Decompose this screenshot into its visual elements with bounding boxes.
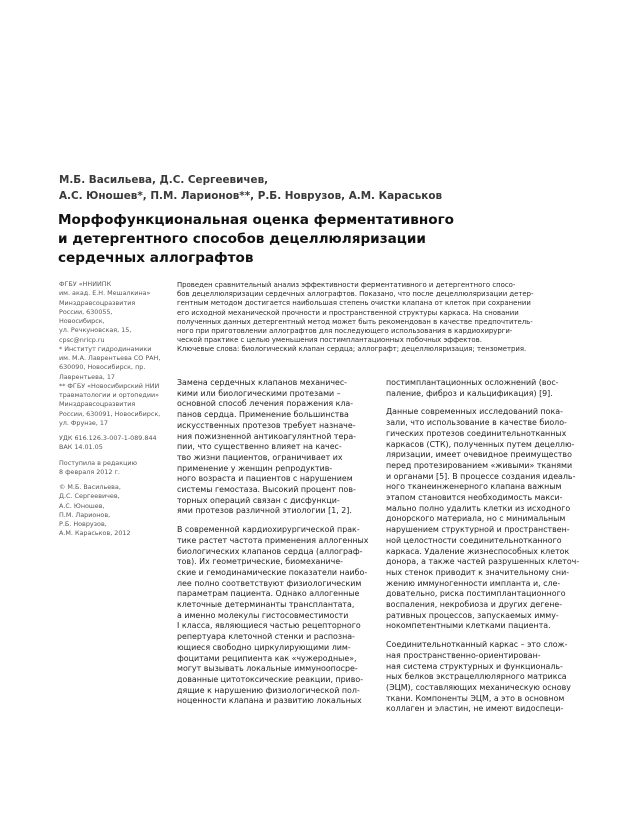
affiliations bbox=[59, 280, 179, 428]
text-line: биологических клапанов сердца (аллограф- bbox=[177, 546, 363, 556]
affiliation-line: Новосибирск, bbox=[59, 317, 105, 325]
abstract-line: бов децеллюляризации сердечных аллографтов. Показано, что после децеллюляризации детер- bbox=[177, 290, 534, 299]
abstract bbox=[177, 281, 597, 355]
text-line: I класса, являющиеся частью рецепторного bbox=[177, 621, 361, 631]
text-line: параметрам пациента. Однако аллогенные bbox=[177, 589, 360, 599]
text-line: дованные цитотоксические реакции, приво- bbox=[177, 674, 364, 684]
text-line: тов). Их геометрические, биомеханиче- bbox=[177, 557, 344, 567]
text-line: дящие к нарушению физиологической пол- bbox=[177, 685, 360, 695]
text-line: ных стенок приводит к значительному сни- bbox=[386, 567, 570, 577]
text-line: ративных процессов, запускаемых имму- bbox=[386, 610, 559, 620]
text-line: паление, фиброз и кальцификация) [9]. bbox=[386, 388, 553, 398]
affiliation-line: Минздравсоцразвития bbox=[59, 298, 136, 307]
text-line: ями протезов различной этиологии [1, 2]. bbox=[177, 506, 352, 516]
copyright-line: П.М. Ларионов, bbox=[59, 510, 111, 519]
copyright-line: А.С. Юношев, bbox=[59, 501, 105, 510]
text-line: каркаса. Удаление жизнеспособных клеток bbox=[386, 546, 570, 556]
received-date bbox=[59, 459, 179, 478]
text-line: клеточные детерминанты трансплантата, bbox=[177, 600, 355, 610]
text-line: ноценности клапана и развитию локальных bbox=[177, 696, 362, 706]
text-line: Соединительнотканный каркас – это слож- bbox=[386, 640, 568, 650]
text-line: ного тканеинженерного клапана важным bbox=[386, 482, 562, 492]
received-line: 8 февраля 2012 г. bbox=[59, 467, 120, 476]
title-line: и детергентного способов децеллюляризации bbox=[58, 231, 426, 247]
affiliation-line: травматологии и ортопедии» bbox=[59, 391, 160, 399]
affiliation-line: Минздравсоцразвития bbox=[59, 400, 136, 409]
text-line: пии, что существенно влияет на качес- bbox=[177, 442, 342, 452]
text-line: нарушением структурной и пространствен- bbox=[386, 525, 570, 535]
text-line: кими или биологическими протезами – bbox=[177, 388, 341, 398]
text-line: ная система структурных и функциональ- bbox=[386, 661, 563, 671]
text-line: перед протезированием «живыми» тканями bbox=[386, 460, 573, 470]
text-line: репертуара клеточной стенки и распозна- bbox=[177, 632, 355, 642]
text-line: нокомпетентными клетками пациента. bbox=[386, 621, 551, 631]
affiliation-line: им. М.А. Лаврентьева СО РАН, bbox=[59, 354, 161, 362]
title-line: сердечных аллографтов bbox=[58, 250, 254, 266]
text-line: зали, что использование в качестве биоло- bbox=[386, 418, 567, 428]
text-line: и органами [5]. В процессе создания идеаль- bbox=[386, 471, 576, 481]
copyright-line: А.М. Караськов, 2012 bbox=[59, 529, 131, 538]
text-line: мально полно удалить клетки из исходного bbox=[386, 503, 571, 513]
text-line: основной способ лечения поражения кла- bbox=[177, 399, 354, 409]
text-line: ного возраста и пациентов с нарушением bbox=[177, 474, 353, 484]
paragraph bbox=[177, 525, 377, 707]
abstract-line: Проведен сравнительный анализ эффективности ферментативного и детергентного спосо- bbox=[177, 281, 516, 289]
affiliation-line: * Институт гидродинамики bbox=[59, 344, 152, 353]
text-line: применение у женщин репродуктив- bbox=[177, 463, 333, 473]
abstract-line: ного при приготовлении аллографтов для последующего использования в кардиохирурги- bbox=[177, 327, 513, 336]
affiliation-line: Лаврентьева, 17 bbox=[59, 372, 115, 381]
sidebar-metadata bbox=[59, 280, 179, 539]
text-line: ных белков экстрацеллюлярного матрикса bbox=[386, 672, 567, 682]
copyright-line: © М.Б. Васильева, bbox=[59, 483, 121, 491]
paragraph bbox=[177, 378, 377, 517]
text-line: лее полно соответствуют физиологическим bbox=[177, 578, 362, 588]
authors-line: М.Б. Васильева, Д.С. Сергеевичев, bbox=[59, 174, 269, 186]
text-line: постимплантационных осложнений (вос- bbox=[386, 378, 559, 387]
affiliation-line: России, 630091, Новосибирск, bbox=[59, 409, 161, 418]
text-line: коллаген и эластин, не имеют видоспеци- bbox=[386, 704, 564, 714]
paragraph bbox=[386, 407, 586, 632]
received-line: Поступила в редакцию bbox=[59, 458, 137, 467]
text-line: (ЭЦМ), составляющих механическую основу bbox=[386, 682, 571, 692]
affiliation-line: 630090, Новосибирск, пр. bbox=[59, 363, 146, 372]
affiliation-line: России, 630055, bbox=[59, 307, 113, 316]
text-line: довательно, риска постимплантационного bbox=[386, 589, 566, 599]
text-line: искусственных протезов требует назначе- bbox=[177, 420, 356, 430]
affiliation-line: ул. Речкуновская, 15, bbox=[59, 326, 132, 335]
body-column-left bbox=[177, 378, 377, 707]
affiliation-line: ул. Фрунзе, 17 bbox=[59, 418, 108, 427]
text-line: донорского материала, но с минимальным bbox=[386, 514, 566, 524]
body-column-right bbox=[386, 378, 586, 715]
paragraph bbox=[386, 378, 586, 399]
affiliation-line: cpsc@nricp.ru bbox=[59, 335, 105, 344]
text-line: Данные современных исследований пока- bbox=[386, 407, 563, 417]
abstract-line: гентным методом достигается наибольшая степень очистки клапана от клеток при сохранении bbox=[177, 299, 531, 308]
text-line: панов сердца. Применение большинства bbox=[177, 410, 349, 420]
text-line: тво жизни пациентов, ограничивает их bbox=[177, 452, 343, 462]
text-line: ной целостности соединительнотканного bbox=[386, 535, 562, 545]
affiliation-line: ** ФГБУ «Новосибирский НИИ bbox=[59, 381, 160, 390]
text-line: В современной кардиохирургической прак- bbox=[177, 525, 360, 535]
abstract-line: его исходной механической прочности и пространственной структуры каркаса. На сновании bbox=[177, 308, 519, 317]
text-line: а именно молекулы гистосовместимости bbox=[177, 610, 349, 620]
text-line: жению иммуногенности импланта и, сле- bbox=[386, 578, 561, 588]
text-line: торных операций связан с дисфункци- bbox=[177, 495, 340, 505]
text-line: ния пожизненной антикоагулянтной тера- bbox=[177, 431, 357, 441]
copyright-line: Р.Б. Новрузов, bbox=[59, 520, 107, 528]
text-line: могут вызывать локальные иммуноопосре- bbox=[177, 664, 358, 674]
copyright bbox=[59, 483, 179, 539]
text-line: воспаления, некробиоза и других дегене- bbox=[386, 600, 563, 610]
text-line: донора, а также частей разрушенных клеточ- bbox=[386, 557, 580, 567]
abstract-line: полученных данных детергентный метод может быть рекомендован в качестве предпочтитель- bbox=[177, 317, 533, 326]
copyright-line: Д.С. Сергеевичев, bbox=[59, 492, 120, 501]
text-line: этапом становится необходимость макси- bbox=[386, 493, 563, 503]
udk-line: ВАК 14.01.05 bbox=[59, 443, 103, 452]
text-line: системы гемостаза. Высокий процент пов- bbox=[177, 485, 356, 495]
text-line: ная пространственно-ориентирован- bbox=[386, 650, 541, 660]
affiliation-line: им. акад. Е.Н. Мешалкина» bbox=[59, 289, 151, 298]
text-line: гических протезов соединительнотканных bbox=[386, 428, 567, 438]
affiliation-line: ФГБУ «ННИИПК bbox=[59, 280, 112, 288]
text-line: каркасов (СТК), полученных путем децеллю- bbox=[386, 439, 575, 449]
keywords-line: Ключевые слова: биологический клапан сердца; аллографт; децеллюляризация; тензометрия. bbox=[177, 345, 527, 354]
text-line: ткани. Компоненты ЭЦМ, а это в основном bbox=[386, 693, 565, 703]
text-line: фоцитами реципиента как «чужеродные», bbox=[177, 653, 357, 663]
abstract-line: ческой практике с целью уменьшения постимплантационных побочных эффектов. bbox=[177, 336, 482, 345]
text-line: ские и гемодинамические показатели наибо- bbox=[177, 567, 368, 577]
udk-line: УДК 616.126.3-007-1-089.844 bbox=[59, 434, 157, 442]
article-authors bbox=[59, 172, 579, 204]
text-line: ляризации, имеет очевидное преимущество bbox=[386, 450, 572, 460]
text-line: ющиеся свободно циркулирующими лим- bbox=[177, 642, 351, 652]
paragraph bbox=[386, 640, 586, 715]
article-title bbox=[58, 211, 598, 268]
text-line: Замена сердечных клапанов механичес- bbox=[177, 378, 348, 387]
text-line: тике растет частота применения аллогенных bbox=[177, 535, 369, 545]
udk-codes bbox=[59, 434, 179, 453]
title-line: Морфофункциональная оценка ферментативного bbox=[58, 212, 455, 228]
authors-line: А.С. Юношев*, П.М. Ларионов**, Р.Б. Новрузов, А.М. Караськов bbox=[59, 190, 443, 202]
